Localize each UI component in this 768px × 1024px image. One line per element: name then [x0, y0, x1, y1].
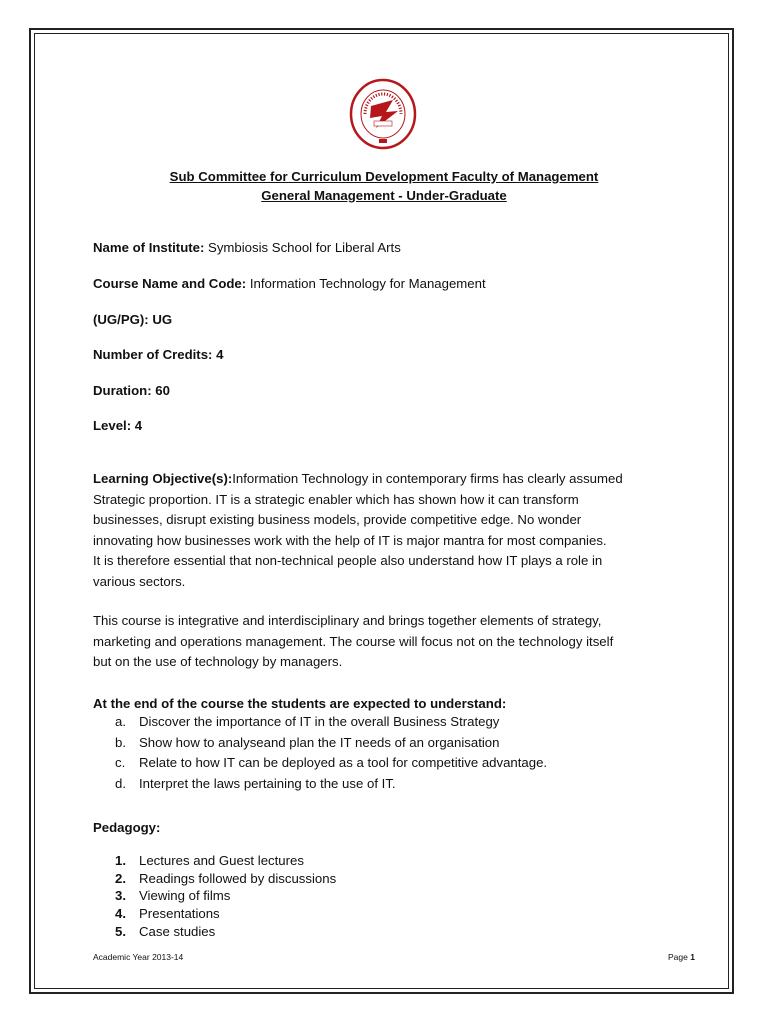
level-field	[93, 418, 142, 433]
level-type-label: (UG/PG):	[93, 312, 149, 327]
list-item	[115, 776, 396, 791]
program-heading: General Management - Under-Graduate	[261, 188, 507, 203]
institute-label: Name of Institute:	[93, 240, 205, 255]
institute-field	[93, 240, 401, 255]
objective-line: Information Technology in contemporary firms has clearly assumed	[232, 471, 623, 486]
page-label: Page	[668, 952, 691, 962]
description-line: but on the use of technology by managers.	[93, 654, 343, 669]
list-item	[115, 906, 220, 921]
footer-academic-year: Academic Year 2013-14	[93, 952, 184, 962]
list-marker: 1.	[115, 853, 126, 868]
page-number: 1	[690, 952, 695, 962]
course-field	[93, 276, 486, 291]
list-item-text: Discover the importance of IT in the overall Business Strategy	[139, 714, 500, 729]
list-item	[115, 755, 547, 770]
list-item-text: Lectures and Guest lectures	[139, 853, 304, 868]
list-item-text: Case studies	[139, 924, 216, 939]
credits-label: Number of Credits:	[93, 347, 213, 362]
list-marker: 2.	[115, 871, 126, 886]
learning-objective-paragraph	[93, 469, 683, 592]
footer-page-number	[668, 952, 695, 962]
list-item	[115, 735, 499, 750]
committee-heading: Sub Committee for Curriculum Development Faculty of Management	[169, 169, 599, 184]
duration-field	[93, 383, 170, 398]
objective-line: Strategic proportion. IT is a strategic enabler which has shown how it can transform	[93, 491, 579, 507]
list-marker: 3.	[115, 888, 126, 903]
list-item-text: Show how to analyseand plan the IT needs of an organisation	[139, 735, 500, 750]
list-item-text: Viewing of films	[139, 888, 231, 903]
list-item	[115, 924, 215, 939]
university-seal-logo	[348, 78, 418, 154]
course-value: Information Technology for Management	[246, 276, 486, 291]
institute-value: Symbiosis School for Liberal Arts	[204, 240, 401, 255]
course-label: Course Name and Code:	[93, 276, 247, 291]
list-item	[115, 853, 304, 868]
objective-label: Learning Objective(s):	[93, 471, 233, 486]
list-marker: b.	[115, 735, 126, 750]
list-marker: d.	[115, 776, 126, 791]
objective-line: It is therefore essential that non-technical people also understand how IT plays a role in	[93, 553, 603, 568]
outcomes-heading	[93, 696, 506, 711]
list-marker: c.	[115, 755, 126, 770]
level-type-field	[93, 312, 172, 327]
list-item-text: Interpret the laws pertaining to the use of IT.	[139, 776, 396, 791]
description-line: This course is integrative and interdisciplinary and brings together elements of strategy,	[93, 613, 602, 628]
objective-line: various sectors.	[93, 573, 186, 589]
description-line: marketing and operations management. The course will focus not on the technology itself	[93, 633, 614, 649]
pedagogy-heading	[93, 820, 160, 835]
list-marker: a.	[115, 714, 126, 729]
list-item-text: Readings followed by discussions	[139, 871, 337, 886]
list-item	[115, 714, 499, 729]
level-type-value: UG	[148, 312, 173, 327]
duration-label: Duration:	[93, 383, 152, 398]
list-item	[115, 888, 230, 903]
credits-field	[93, 347, 223, 362]
list-marker: 4.	[115, 906, 126, 921]
list-item-text: Relate to how IT can be deployed as a tool for competitive advantage.	[139, 755, 548, 770]
level-label: Level:	[93, 418, 132, 433]
level-value: 4	[131, 418, 143, 433]
pedagogy-heading-text: Pedagogy:	[93, 820, 161, 835]
outcomes-heading-text: At the end of the course the students are expected to understand:	[93, 696, 507, 711]
list-item	[115, 871, 336, 886]
duration-value: 60	[151, 383, 170, 398]
list-item-text: Presentations	[139, 906, 220, 921]
objective-line: businesses, disrupt existing business models, provide competitive edge. No wonder	[93, 512, 582, 527]
objective-line: innovating how businesses work with the help of IT is major mantra for most companies.	[93, 532, 607, 548]
list-marker: 5.	[115, 924, 126, 939]
course-description-paragraph	[93, 611, 683, 673]
credits-value: 4	[212, 347, 224, 362]
